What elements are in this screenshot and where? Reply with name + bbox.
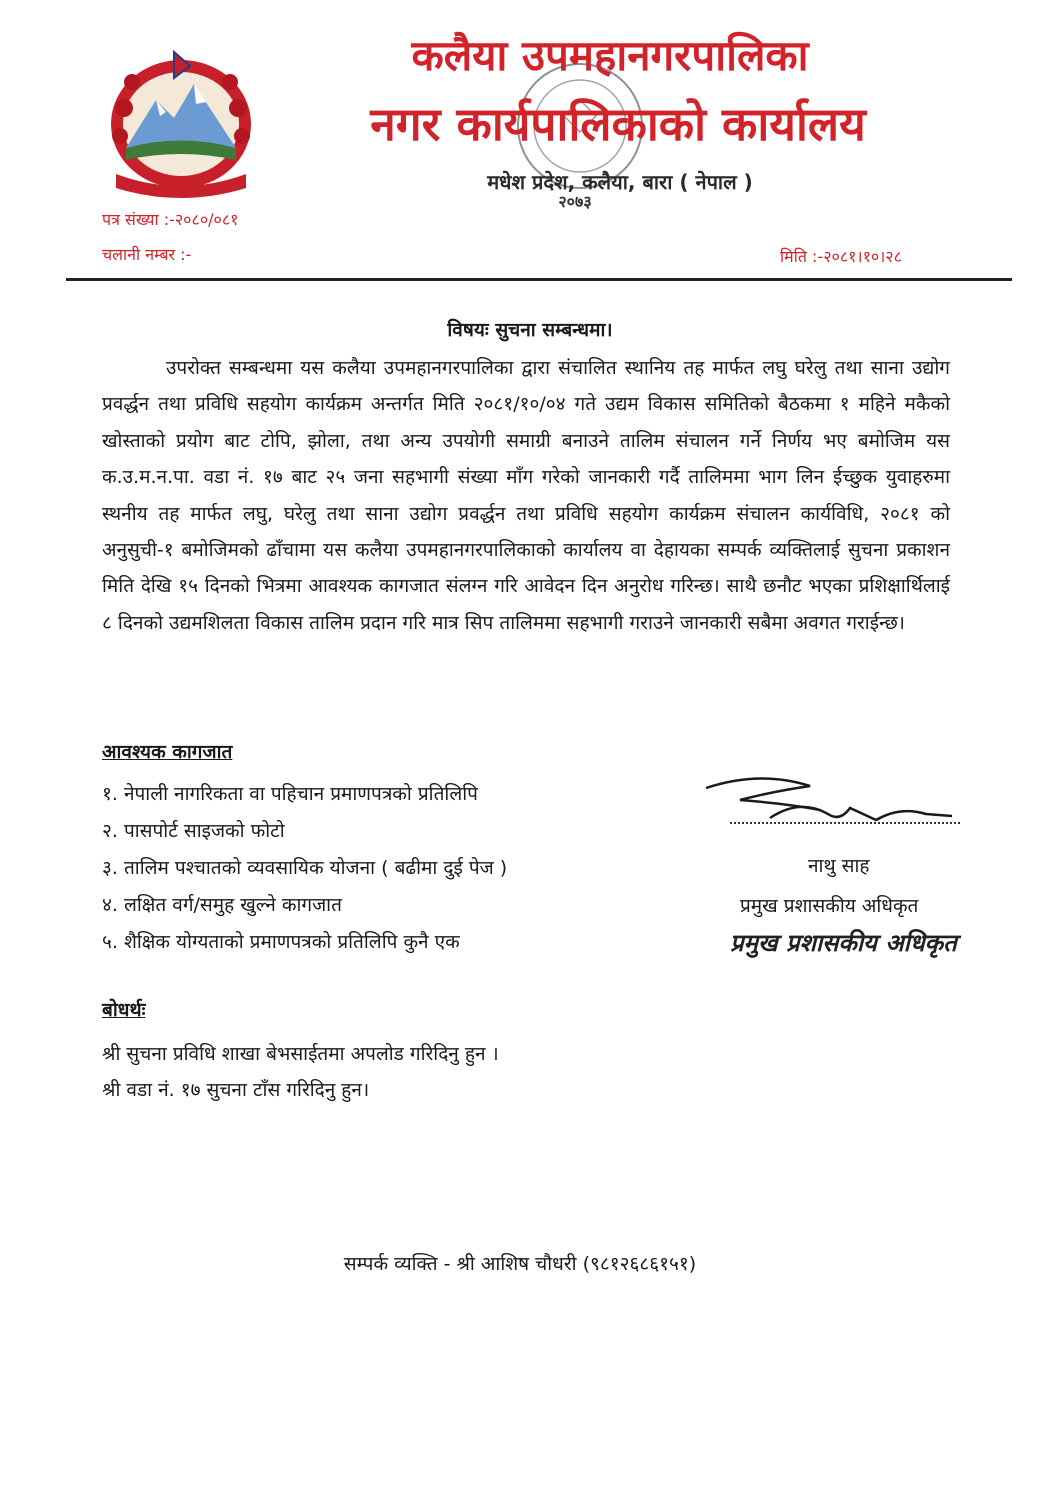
bodhartha-heading: बोधर्थः xyxy=(102,999,146,1021)
required-documents-list xyxy=(102,776,507,961)
nepal-emblem-icon xyxy=(96,38,266,198)
handwritten-signature-icon xyxy=(700,770,960,834)
letter-date: मिति :-२०८१।१०।२८ xyxy=(780,247,902,266)
required-documents-heading: आवश्यक कागजात xyxy=(102,741,233,763)
list-item: १. नेपाली नागरिकता वा पहिचान प्रमाणपत्रको प्रतिलिपि xyxy=(102,783,478,805)
contact-person: सम्पर्क व्यक्ति - श्री आशिष चौधरी (९८१२६८६१५१) xyxy=(343,1253,697,1275)
municipality-name: कलैया उपमहानगरपालिका xyxy=(411,31,809,80)
subject-line: विषयः सुचना सम्बन्धमा। xyxy=(447,319,613,341)
list-item: ३. तालिम पश्चातको व्यवसायिक योजना ( बढीमा दुई पेज ) xyxy=(102,857,508,879)
bodhartha-list xyxy=(102,1036,499,1108)
seal-year: २०७३ xyxy=(558,192,592,211)
list-item: ५. शैक्षिक योग्यताको प्रमाणपत्रको प्रतिलिपि कुनै एक xyxy=(102,931,460,953)
office-name: नगर कार्यपालिकाको कार्यालय xyxy=(370,97,866,151)
letter-number: पत्र संख्या :-२०८०/०८१ xyxy=(102,210,239,229)
list-item: श्री सुचना प्रविधि शाखा बेभसाईतमा अपलोड गरिदिनु हुन । xyxy=(102,1043,499,1065)
signatory-name: नाथु साह xyxy=(808,855,870,877)
notice-paragraph: उपरोक्त सम्बन्धमा यस कलैया उपमहानगरपालिका द्वारा संचालित स्थानिय तह मार्फत लघु घरेलु तथा साना उद्योग प्रवर्द्धन तथा प्रविधि सहयोग कार्यक्रम अन्तर्गत मिति २०८१/१०/०४ गते उद्यम विकास समितिको बैठकमा १ महिने मकैको खोस्ताको प्रयोग बाट टोपि, झोला, तथा अन्य उपयोगी समाग्री बनाउने तालिम संचालन गर्ने निर्णय भए बमोजिम यस क.उ.म.न.पा. वडा नं. १७ बाट २५ जना सहभागी संख्या माँग गरेको जानकारी गर्दै तालिममा भाग लिन ईच्छुक युवाहरुमा स्थनीय तह मार्फत लघु, घरेलु तथा साना उद्योग प्रवर्द्धन तथा प्रविधि सहयोग कार्यक्रम संचालन कार्यविधि, २०८१ को अनुसुची-१ बमोजिमको ढाँचामा यस कलैया उपमहानगरपालिकाको कार्यालय वा देहायका सम्पर्क व्यक्तिलाई सुचना प्रकाशन मिति देखि १५ दिनको भित्रमा आवश्यक कागजात संलग्न गरि आवेदन दिन अनुरोध गरिन्छ। साथै छनौट भएका प्रशिक्षार्थिलाई ८ दिनको उद्यमशिलता विकास तालिम प्रदान गरि मात्र सिप तालिममा सहभागी गराउने जानकारी सबैमा अवगत गराईन्छ। xyxy=(102,357,950,634)
list-item: श्री वडा नं. १७ सुचना टाँस गरिदिनु हुन। xyxy=(102,1079,370,1101)
office-address: मधेश प्रदेश, कलैया, बारा ( नेपाल ) xyxy=(487,170,753,194)
signatory-stamp: प्रमुख प्रशासकीय अधिकृत xyxy=(730,929,957,957)
list-item: २. पासपोर्ट साइजको फोटो xyxy=(102,820,285,842)
header-divider xyxy=(66,278,1012,281)
list-item: ४. लक्षित वर्ग/समुह खुल्ने कागजात xyxy=(102,894,342,916)
signature-line xyxy=(730,822,960,824)
signatory-title: प्रमुख प्रशासकीय अधिकृत xyxy=(740,895,919,917)
dispatch-number: चलानी नम्बर :- xyxy=(102,245,192,264)
